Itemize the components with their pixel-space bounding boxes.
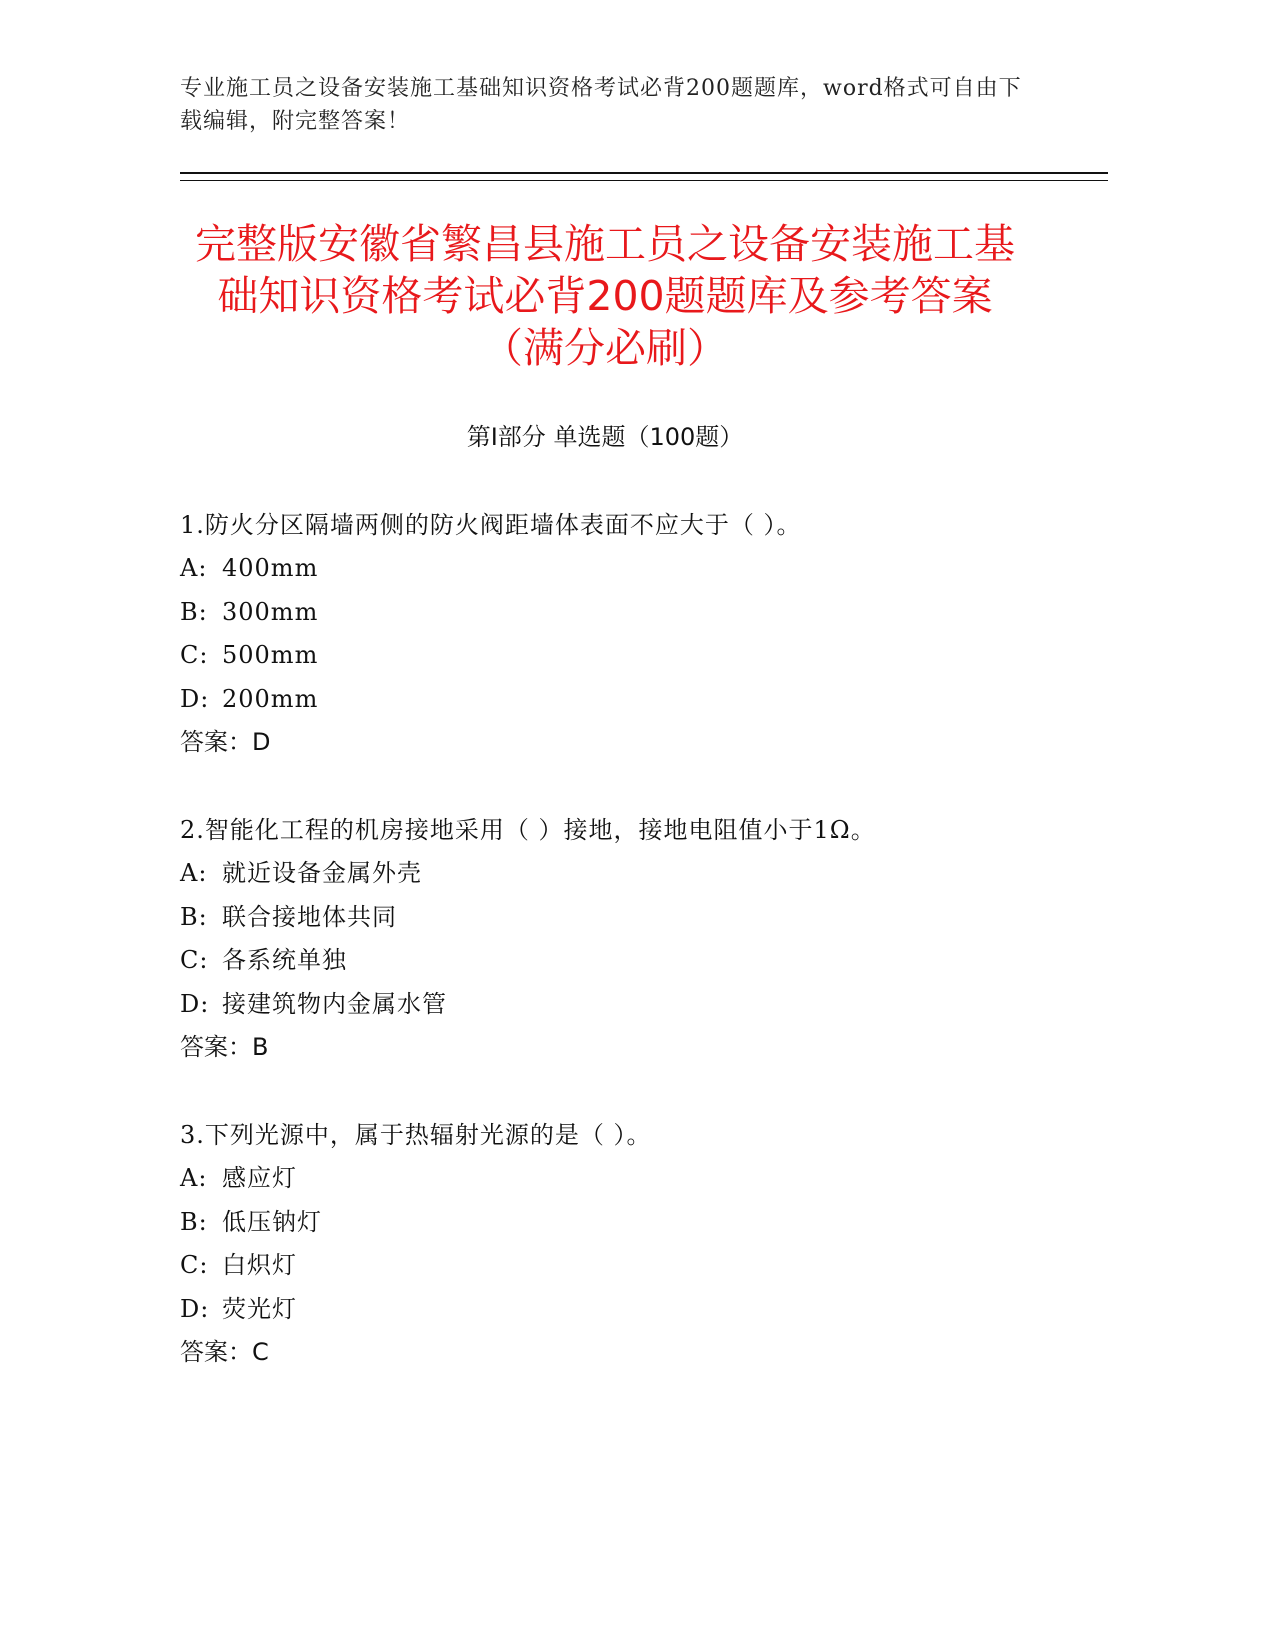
answer-line: 答案：B: [180, 1033, 269, 1061]
option-letter: C:: [180, 1251, 209, 1279]
header-divider-thick: [180, 172, 1108, 174]
option-text: 300mm: [222, 597, 319, 626]
option-b: [180, 899, 1080, 943]
answer-line: 答案：C: [180, 1338, 269, 1366]
option-d: [180, 986, 1080, 1030]
option-letter: B:: [180, 1207, 208, 1236]
option-c: [180, 637, 1080, 681]
option-a: [180, 550, 1080, 594]
question-2: [180, 812, 1080, 1072]
question-stem: 3.下列光源中，属于热辐射光源的是（ ）。: [180, 1121, 652, 1149]
option-text: 荧光灯: [222, 1294, 297, 1323]
answer-line: 答案：D: [180, 728, 271, 756]
option-letter: D:: [180, 1294, 210, 1323]
option-a: [180, 1160, 1080, 1204]
option-text: 500mm: [222, 641, 319, 669]
document-title: 完整版安徽省繁昌县施工员之设备安装施工基础知识资格考试必背200题题库及参考答案（满分必刷）: [195, 220, 1015, 372]
option-a: [180, 855, 1080, 899]
question-3: [180, 1117, 1080, 1377]
option-text: 就近设备金属外壳: [222, 859, 422, 887]
question-1: [180, 507, 1080, 767]
option-text: 各系统单独: [222, 946, 347, 974]
question-stem: 2.智能化工程的机房接地采用（ ）接地，接地电阻值小于1Ω。: [180, 816, 876, 844]
option-letter: B:: [180, 902, 208, 931]
option-text: 接建筑物内金属水管: [222, 989, 447, 1018]
option-letter: C:: [180, 946, 209, 974]
option-text: 低压钠灯: [222, 1207, 322, 1236]
option-text: 联合接地体共同: [222, 902, 397, 931]
option-b: [180, 1204, 1080, 1248]
option-letter: C:: [180, 641, 209, 669]
option-c: [180, 1247, 1080, 1291]
option-text: 白炽灯: [222, 1251, 297, 1279]
option-d: [180, 1291, 1080, 1335]
option-letter: A:: [180, 859, 208, 887]
option-letter: A:: [180, 554, 208, 582]
option-b: [180, 594, 1080, 638]
option-text: 200mm: [222, 684, 319, 713]
option-text: 感应灯: [222, 1164, 297, 1192]
option-text: 400mm: [222, 554, 319, 582]
header-divider-thin: [180, 180, 1108, 181]
option-d: [180, 681, 1080, 725]
section-heading: 第Ⅰ部分 单选题（100题）: [466, 423, 744, 451]
option-letter: B:: [180, 597, 208, 626]
option-letter: D:: [180, 684, 210, 713]
question-stem: 1.防火分区隔墙两侧的防火阀距墙体表面不应大于（ ）。: [180, 511, 802, 539]
option-letter: A:: [180, 1164, 208, 1192]
header-note: 专业施工员之设备安装施工基础知识资格考试必背200题题库，word格式可自由下载编辑，附完整答案！: [180, 76, 1022, 134]
option-c: [180, 942, 1080, 986]
option-letter: D:: [180, 989, 210, 1018]
